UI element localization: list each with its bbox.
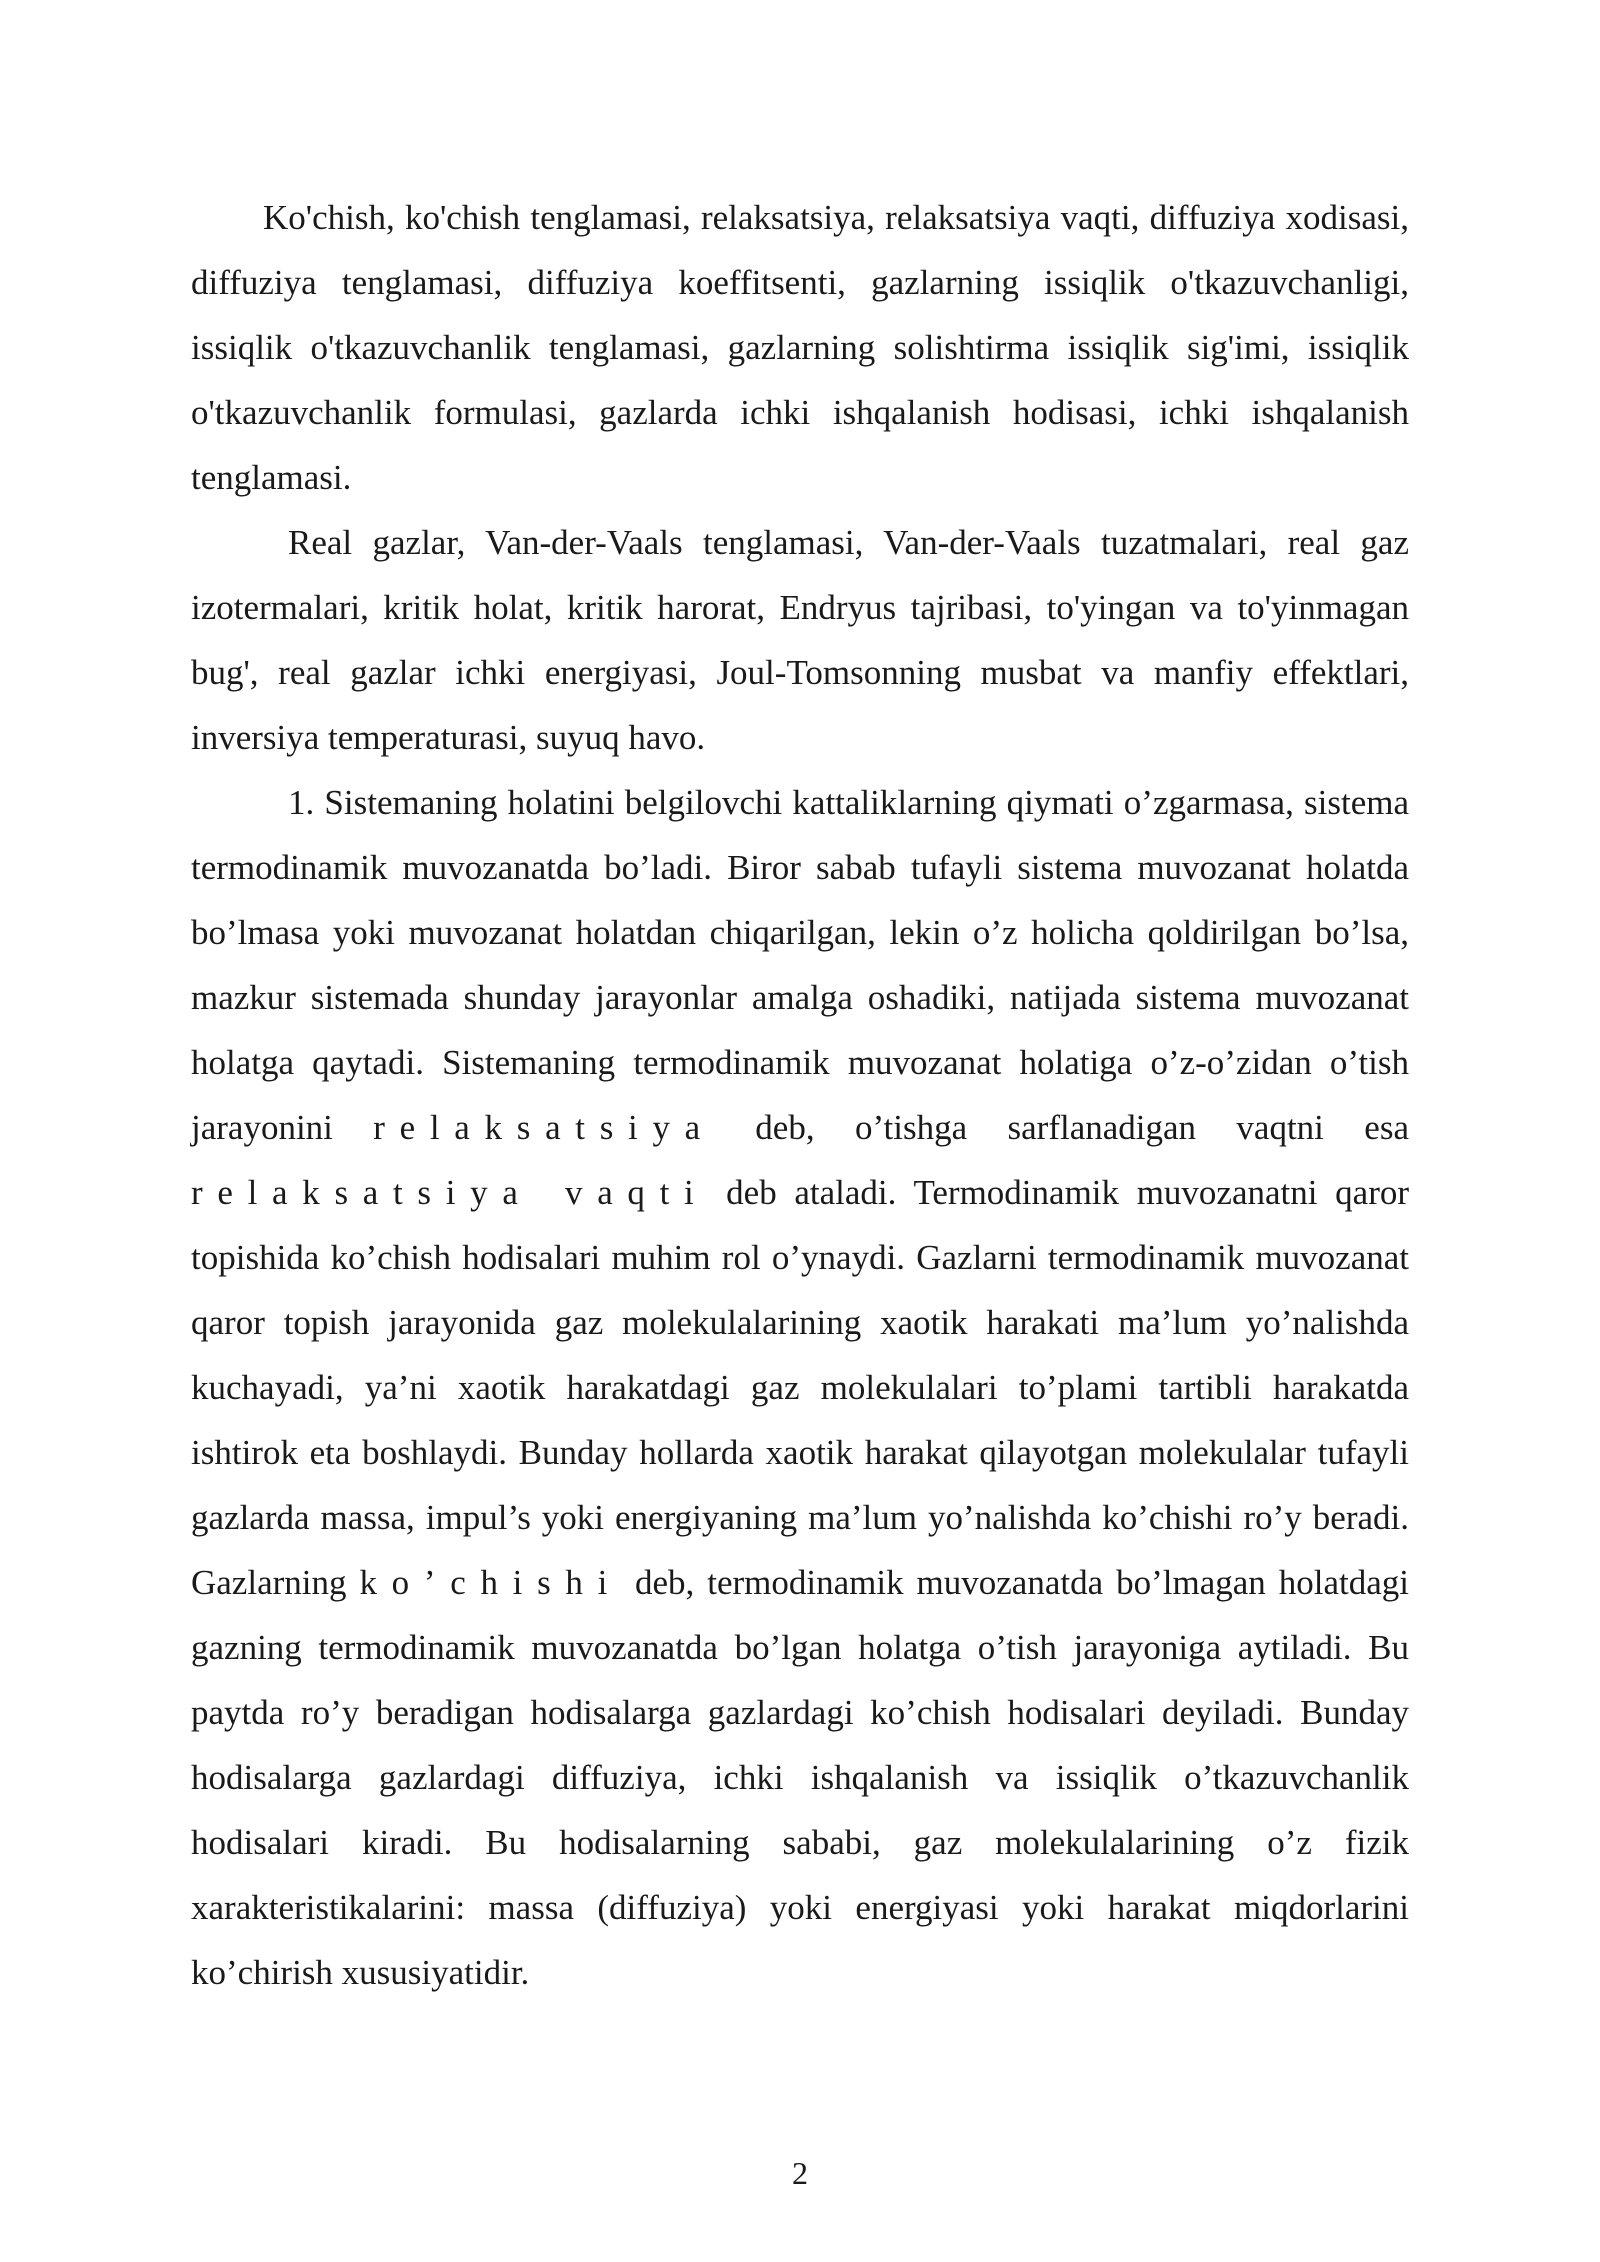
document-body: [191, 185, 1409, 2005]
main-text-part-3: deb ataladi. Termodinamik muvozanatni qaror topishida ko’chish hodisalari muhim rol o’ynaydi. Gazlarni termodinamik muvozanat qaror topish jarayonida gaz molekulalarining xaotik harakati ma’lum yo’nalishda kuchayadi, ya’ni xaotik harakatdagi gaz molekulalari to’plami tartibli harakatda ishtirok eta boshlaydi. Bunday hollarda xaotik harakat qilayotgan molekulalar tufayli gazlarda massa, impul’s yoki energiyaning ma’lum yo’nalishda ko’chishi ro’y beradi. Gazlarning: [191, 1173, 1410, 1602]
main-text-part-4: deb, termodinamik muvozanatda bo’lmagan holatdagi gazning termodinamik muvozanatda bo’lgan holatga o’tish jarayoniga aytiladi. Bu paytda ro’y beradigan hodisalarga gazlardagi ko’chish hodisalari deyiladi. Bunday hodisalarga gazlardagi diffuziya, ichki ishqalanish va issiqlik o’tkazuvchanlik hodisalari kiradi. Bu hodisalarning sababi, gaz molekulalarining o’z fizik xarakteristikalarini: massa (diffuziya) yoki energiyasi yoki harakat miqdorlarini ko’chirish xususiyatidir.: [191, 1563, 1409, 1992]
term-relaxation-time: relaksatsiya vaqti: [191, 1173, 709, 1212]
page-number: 2: [792, 2155, 808, 2191]
main-text-part-1: 1. Sistemaning holatini belgilovchi kattaliklarning qiymati o’zgarmasa, sistema termodinamik muvozanatda bo’ladi. Biror sabab tufayli sistema muvozanat holatda bo’lmasa yoki muvozanat holatdan chiqarilgan, lekin o’z holicha qoldirilgan bo’lsa, mazkur sistemada shunday jarayonlar amalga oshadiki, natijada sistema muvozanat holatga qaytadi. Sistemaning termodinamik muvozanat holatiga o’z-o’zidan o’tish jarayonini: [191, 783, 1409, 1147]
term-relaxation: relaksatsiya: [373, 1108, 715, 1147]
keywords-paragraph-1: Ko'chish, ko'chish tenglamasi, relaksatsiya, relaksatsiya vaqti, diffuziya xodisasi, diffuziya tenglamasi, diffuziya koeffitsenti, gazlarning issiqlik o'tkazuvchanligi, issiqlik o'tkazuvchanlik tenglamasi, gazlarning solishtirma issiqlik sig'imi, issiqlik o'tkazuvchanlik formulasi, gazlarda ichki ishqalanish hodisasi, ichki ishqalanish tenglamasi.: [191, 198, 1409, 497]
main-paragraph: [191, 770, 1409, 2005]
main-text-part-2: deb, o’tishga sarflanadigan vaqtni esa: [714, 1108, 1409, 1147]
keywords-paragraph-2: Real gazlar, Van-der-Vaals tenglamasi, Van-der-Vaals tuzatmalari, real gaz izotermalari, kritik holat, kritik harorat, Endryus tajribasi, to'yingan va to'yinmagan bug', real gazlar ichki energiyasi, Joul-Tomsonning musbat va manfiy effektlari, inversiya temperaturasi, suyuq havo.: [191, 523, 1409, 757]
term-transfer: ko’chishi: [359, 1563, 623, 1602]
